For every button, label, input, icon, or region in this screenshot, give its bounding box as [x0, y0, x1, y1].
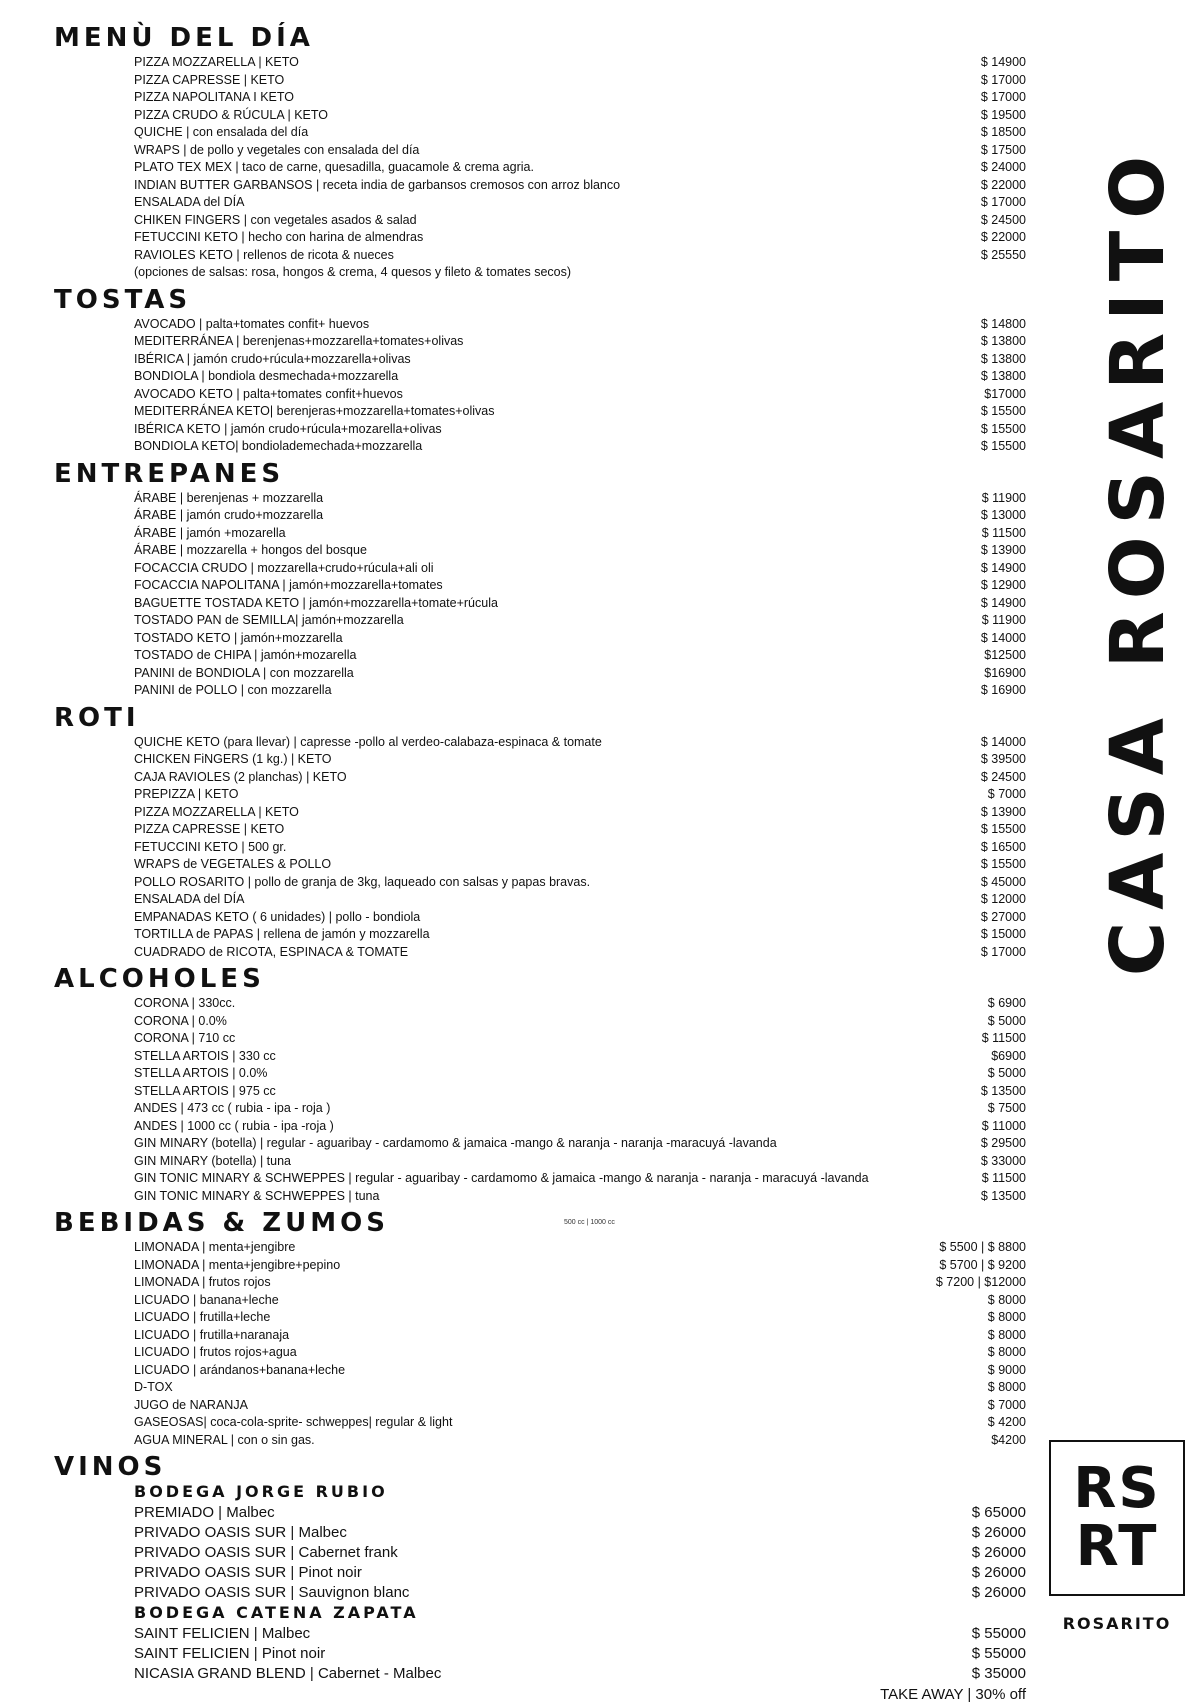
- menu-item-name: AGUA MINERAL | con o sin gas.: [134, 1432, 315, 1447]
- menu-item-name: PANINI de BONDIOLA | con mozzarella: [134, 665, 354, 680]
- menu-item-price: $ 5000: [987, 1066, 1026, 1080]
- menu-item-price: $ 6900: [987, 996, 1026, 1010]
- menu-item: [134, 909, 1026, 926]
- menu-item: [134, 874, 1026, 891]
- menu-item-price: $ 14000: [980, 630, 1026, 645]
- menu-item: [134, 1644, 1026, 1664]
- menu-item-name: ANDES | 1000 cc ( rubia - ipa -roja ): [134, 1118, 334, 1133]
- menu-item-price: $ 9000: [987, 1362, 1026, 1377]
- menu-item: [134, 368, 1026, 385]
- menu-item: [134, 682, 1026, 699]
- menu-item-price: $ 26000: [971, 1584, 1026, 1601]
- menu-item-name: FETUCCINI KETO | 500 gr.: [134, 839, 287, 854]
- menu-item-price: $ 22000: [980, 177, 1026, 192]
- section-title: TOSTAS: [54, 284, 192, 315]
- menu-item-name: PIZZA MOZZARELLA | KETO: [134, 55, 299, 69]
- menu-item-price: $ 11000: [981, 1118, 1026, 1133]
- menu-item-name: ANDES | 473 cc ( rubia - ipa - roja ): [134, 1101, 331, 1115]
- menu-item-name: TOSTADO PAN de SEMILLA| jamón+mozzarella: [134, 613, 404, 627]
- size-header: 500 cc | 1000 cc: [564, 1219, 615, 1226]
- menu-item-name: QUICHE KETO (para llevar) | capresse -pollo al verdeo-calabaza-espinaca & tomate: [134, 734, 602, 749]
- menu-item: [134, 212, 1026, 229]
- menu-item-price: $ 33000: [980, 1153, 1026, 1168]
- menu-item: [134, 229, 1026, 246]
- menu-item: [134, 1030, 1026, 1047]
- logo: [1049, 1440, 1185, 1596]
- menu-item-price: $ 8000: [987, 1292, 1026, 1307]
- menu-item-name: LICUADO | banana+leche: [134, 1292, 279, 1307]
- menu-item-price: $ 11500: [981, 525, 1026, 540]
- menu-item-name: POLLO ROSARITO | pollo de granja de 3kg, laqueado con salsas y papas bravas.: [134, 874, 591, 889]
- menu-item-name: WRAPS | de pollo y vegetales con ensalada del día: [134, 142, 420, 157]
- menu-item: [134, 351, 1026, 368]
- menu-item: [134, 926, 1026, 943]
- menu-item-price: $ 55000: [971, 1625, 1026, 1642]
- bodega-title: BODEGA JORGE RUBIO: [134, 1482, 388, 1501]
- menu-item: [134, 333, 1026, 350]
- menu-item: [134, 54, 1026, 71]
- menu-item-name: CAJA RAVIOLES (2 planchas) | KETO: [134, 769, 347, 784]
- menu-item-name: PRIVADO OASIS SUR | Malbec: [134, 1524, 347, 1541]
- menu-item-name: NICASIA GRAND BLEND | Cabernet - Malbec: [134, 1665, 442, 1682]
- menu-item: [134, 1344, 1026, 1361]
- menu-item-name: ENSALADA del DÍA: [134, 892, 245, 906]
- section-title: BEBIDAS & ZUMOS: [54, 1208, 389, 1238]
- menu-item: [134, 769, 1026, 786]
- section-title: ROTI: [54, 702, 140, 733]
- menu-item-name: CORONA | 0.0%: [134, 1013, 227, 1028]
- menu-item-price: $ 11900: [981, 490, 1026, 505]
- menu-item-price: $ 45000: [980, 874, 1026, 889]
- menu-item: [134, 421, 1026, 438]
- menu-item: [134, 891, 1026, 908]
- menu-item-name: PIZZA MOZZARELLA | KETO: [134, 804, 299, 819]
- section-title: ENTREPANES: [54, 458, 285, 489]
- section-note: (opciones de salsas: rosa, hongos & crema, 4 quesos y fileto & tomates secos): [134, 265, 572, 279]
- menu-item-price: $ 35000: [971, 1665, 1026, 1682]
- menu-item: [134, 159, 1026, 176]
- menu-item-price: $ 22000: [980, 230, 1026, 244]
- menu-item-name: LIMONADA | frutos rojos: [134, 1275, 271, 1289]
- menu-item-price: $ 13500: [980, 1083, 1026, 1098]
- menu-item: [134, 316, 1026, 333]
- menu-item-name: GIN TONIC MINARY & SCHWEPPES | regular - aguaribay - cardamomo & jamaica -mango & naranja - naranja - maracuyá -lavanda: [134, 1171, 869, 1185]
- menu-item-name: PANINI de POLLO | con mozzarella: [134, 683, 332, 697]
- menu-item: [134, 403, 1026, 420]
- menu-item-name: ÁRABE | jamón crudo+mozzarella: [134, 508, 324, 522]
- menu-item: [134, 595, 1026, 612]
- menu-item-name: BAGUETTE TOSTADA KETO | jamón+mozzarella+tomate+rúcula: [134, 595, 498, 610]
- menu-item-name: STELLA ARTOIS | 330 cc: [134, 1048, 276, 1063]
- menu-item: [134, 1292, 1026, 1309]
- menu-item: [134, 177, 1026, 194]
- menu-item: [134, 1188, 1026, 1205]
- menu-item-name: QUICHE | con ensalada del día: [134, 125, 309, 139]
- menu-item-price: $ 13900: [980, 543, 1026, 557]
- menu-item-price: $ 8000: [987, 1327, 1026, 1342]
- menu-item-price: $ 19500: [980, 107, 1026, 122]
- menu-item: [134, 995, 1026, 1012]
- menu-item: [134, 1523, 1026, 1543]
- menu-item: [134, 839, 1026, 856]
- section-title: ALCOHOLES: [54, 964, 265, 994]
- menu-item-name: IBÉRICA KETO | jamón crudo+rúcula+mozarella+olivas: [134, 421, 442, 436]
- menu-item-price: $ 15500: [980, 404, 1026, 418]
- menu-item: [134, 247, 1026, 264]
- menu-item: [134, 1065, 1026, 1082]
- menu-item-name: PIZZA NAPOLITANA I KETO: [134, 90, 294, 104]
- menu-item-price: $ 7000: [987, 787, 1026, 801]
- menu-item: [134, 542, 1026, 559]
- menu-item-price: $ 5500 | $ 8800: [939, 1240, 1026, 1254]
- menu-item: [134, 1397, 1026, 1414]
- menu-item-price: $ 13500: [980, 1188, 1026, 1203]
- menu-item: [134, 665, 1026, 682]
- menu-item: [134, 438, 1026, 455]
- menu-item-name: CORONA | 330cc.: [134, 996, 236, 1010]
- menu-item: [134, 194, 1026, 211]
- menu-item-price: $ 13800: [980, 351, 1026, 366]
- menu-item-price: $ 13800: [980, 369, 1026, 383]
- menu-item-name: PREPIZZA | KETO: [134, 787, 239, 801]
- menu-item: [134, 1100, 1026, 1117]
- menu-item-price: $ 17000: [980, 195, 1026, 209]
- menu-item-price: $ 5700 | $ 9200: [939, 1257, 1026, 1272]
- menu-item: [134, 1257, 1026, 1274]
- menu-item-price: $ 14900: [980, 560, 1026, 575]
- menu-item-price: $ 16500: [980, 839, 1026, 854]
- menu-item-name: STELLA ARTOIS | 0.0%: [134, 1066, 268, 1080]
- menu-item-name: SAINT FELICIEN | Malbec: [134, 1625, 311, 1642]
- menu-item: [134, 751, 1026, 768]
- menu-item-price: $ 7500: [987, 1101, 1026, 1115]
- menu-item-name: LIMONADA | menta+jengibre: [134, 1240, 296, 1254]
- menu-item: [134, 560, 1026, 577]
- menu-item: [134, 821, 1026, 838]
- menu-item: [134, 1432, 1026, 1449]
- menu-item-price: $ 29500: [980, 1136, 1026, 1150]
- menu-item-price: $ 18500: [980, 125, 1026, 139]
- menu-item-name: JUGO de NARANJA: [134, 1397, 248, 1412]
- menu-item-price: $ 12000: [980, 892, 1026, 906]
- menu-item-name: WRAPS de VEGETALES & POLLO: [134, 857, 332, 871]
- menu-item: [134, 142, 1026, 159]
- menu-item-price: $ 11500: [981, 1031, 1026, 1045]
- menu-item: [134, 1379, 1026, 1396]
- menu-item-price: $ 15500: [980, 439, 1026, 453]
- menu-item-price: $ 14800: [980, 316, 1026, 331]
- menu-item-name: FETUCCINI KETO | hecho con harina de almendras: [134, 230, 424, 244]
- menu-item-name: PRIVADO OASIS SUR | Sauvignon blanc: [134, 1584, 410, 1601]
- menu-item-price: $ 7200 | $12000: [935, 1275, 1026, 1289]
- menu-item-name: LICUADO | frutos rojos+agua: [134, 1345, 297, 1359]
- bodega-title: BODEGA CATENA ZAPATA: [134, 1603, 419, 1622]
- menu-item-name: PIZZA CRUDO & RÚCULA | KETO: [134, 107, 329, 122]
- menu-item-name: MEDITERRÁNEA | berenjenas+mozzarella+tomates+olivas: [134, 334, 464, 348]
- menu-item-price: $ 17000: [980, 72, 1026, 87]
- menu-item-name: INDIAN BUTTER GARBANSOS | receta india de garbansos cremosos con arroz blanco: [134, 177, 621, 192]
- menu-item-name: FOCACCIA CRUDO | mozzarella+crudo+rúcula+ali oli: [134, 560, 434, 575]
- menu-item-price: $ 7000: [987, 1397, 1026, 1412]
- menu-item-price: $ 24000: [980, 160, 1026, 174]
- menu-item-name: FOCACCIA NAPOLITANA | jamón+mozzarella+tomates: [134, 578, 443, 592]
- menu-item: [134, 786, 1026, 803]
- menu-item: [134, 577, 1026, 594]
- menu-item-name: GASEOSAS| coca-cola-sprite- schweppes| regular & light: [134, 1415, 453, 1429]
- menu-item-price: $ 25550: [980, 247, 1026, 262]
- menu-item-price: $ 13000: [980, 508, 1026, 522]
- menu-item-price: $ 15500: [980, 421, 1026, 436]
- menu-item-name: LICUADO | frutilla+naranaja: [134, 1327, 290, 1342]
- menu-item-name: ÁRABE | jamón +mozarella: [134, 525, 286, 540]
- menu-item-price: $ 14900: [980, 55, 1026, 69]
- menu-item-name: IBÉRICA | jamón crudo+rúcula+mozzarella+olivas: [134, 351, 411, 366]
- menu-item-name: CUADRADO de RICOTA, ESPINACA & TOMATE: [134, 944, 409, 959]
- menu-item: [134, 1583, 1026, 1603]
- menu-item-name: MEDITERRÁNEA KETO| berenjeras+mozzarella+tomates+olivas: [134, 404, 495, 418]
- menu-item-price: $ 11900: [981, 613, 1026, 627]
- menu-item-name: TOSTADO de CHIPA | jamón+mozarella: [134, 648, 357, 662]
- menu-item-name: CORONA | 710 cc: [134, 1031, 236, 1045]
- menu-item-price: $ 26000: [971, 1544, 1026, 1561]
- menu-item-name: ENSALADA del DÍA: [134, 195, 245, 209]
- menu-item-name: PIZZA CAPRESSE | KETO: [134, 72, 285, 87]
- menu-item-name: ÁRABE | mozzarella + hongos del bosque: [134, 543, 367, 557]
- logo-line-1: RS: [1073, 1456, 1161, 1521]
- menu-item-name: LICUADO | frutilla+leche: [134, 1310, 271, 1324]
- menu-item: [134, 630, 1026, 647]
- menu-item-name: D-TOX: [134, 1380, 173, 1394]
- menu-item-price: $ 11500: [981, 1171, 1026, 1185]
- menu-item-name: ÁRABE | berenjenas + mozzarella: [134, 490, 324, 505]
- menu-item-name: RAVIOLES KETO | rellenos de ricota & nueces: [134, 247, 394, 262]
- menu-item: [134, 1274, 1026, 1291]
- menu-item: [134, 1135, 1026, 1152]
- menu-item-name: CHICKEN FiNGERS (1 kg.) | KETO: [134, 752, 332, 766]
- menu-item-price: $ 39500: [980, 752, 1026, 766]
- menu-item: [134, 1624, 1026, 1644]
- logo-caption: ROSARITO: [1062, 1614, 1172, 1633]
- menu-item: [134, 1543, 1026, 1563]
- menu-item-name: GIN TONIC MINARY & SCHWEPPES | tuna: [134, 1188, 380, 1203]
- menu-item-price: $17000: [984, 386, 1026, 401]
- menu-item: [134, 525, 1026, 542]
- menu-item: [134, 1503, 1026, 1523]
- menu-item-price: $ 24500: [980, 769, 1026, 784]
- menu-item-price: $ 17000: [980, 944, 1026, 959]
- menu-item-name: SAINT FELICIEN | Pinot noir: [134, 1645, 326, 1662]
- menu-item: [134, 1118, 1026, 1135]
- menu-item-name: PIZZA CAPRESSE | KETO: [134, 822, 285, 836]
- menu-item-name: BONDIOLA | bondiola desmechada+mozzarella: [134, 369, 399, 383]
- menu-item-name: AVOCADO | palta+tomates confit+ huevos: [134, 316, 370, 331]
- menu-item: [134, 1170, 1026, 1187]
- menu-item-name: PREMIADO | Malbec: [134, 1504, 275, 1521]
- menu-item: [134, 124, 1026, 141]
- menu-item-name: PLATO TEX MEX | taco de carne, quesadilla, guacamole & crema agria.: [134, 160, 534, 174]
- menu-item-name: LIMONADA | menta+jengibre+pepino: [134, 1257, 341, 1272]
- menu-item-price: $4200: [991, 1432, 1026, 1447]
- menu-item-name: TOSTADO KETO | jamón+mozzarella: [134, 630, 343, 645]
- menu-item: [134, 856, 1026, 873]
- menu-item: [134, 1309, 1026, 1326]
- menu-item-price: $ 8000: [987, 1310, 1026, 1324]
- menu-item-price: $ 55000: [971, 1645, 1026, 1662]
- menu-item: [134, 1153, 1026, 1170]
- menu-item: [134, 1327, 1026, 1344]
- menu-item: [134, 1083, 1026, 1100]
- menu-item-name: AVOCADO KETO | palta+tomates confit+huevos: [134, 386, 403, 401]
- menu-item: [134, 647, 1026, 664]
- menu-item-name: EMPANADAS KETO ( 6 unidades) | pollo - bondiola: [134, 909, 421, 924]
- menu-item-name: GIN MINARY (botella) | tuna: [134, 1153, 292, 1168]
- menu-item-price: $ 65000: [971, 1504, 1026, 1521]
- menu-item: [134, 804, 1026, 821]
- menu-item: [134, 1048, 1026, 1065]
- menu-item: [134, 944, 1026, 961]
- menu-item: [134, 1013, 1026, 1030]
- menu-item-price: $16900: [984, 665, 1026, 680]
- menu-item-price: $ 27000: [980, 909, 1026, 924]
- brand-vertical-title: CASA ROSARITO: [1095, 143, 1181, 977]
- menu-item-price: $ 15500: [980, 822, 1026, 836]
- menu-item: [134, 612, 1026, 629]
- section-title: MENÙ DEL DÍA: [54, 23, 314, 53]
- menu-item-price: $6900: [991, 1048, 1026, 1063]
- menu-item-price: $ 5000: [987, 1013, 1026, 1028]
- menu-item-name: GIN MINARY (botella) | regular - aguaribay - cardamomo & jamaica -mango & naranja - naranja -maracuyá -lavanda: [134, 1136, 777, 1150]
- menu-item-price: $ 4200: [987, 1415, 1026, 1429]
- menu-item: [134, 490, 1026, 507]
- menu-item-price: $12500: [984, 648, 1026, 662]
- menu-item-name: BONDIOLA KETO| bondiolademechada+mozzarella: [134, 439, 423, 453]
- menu-item-name: PRIVADO OASIS SUR | Pinot noir: [134, 1564, 362, 1581]
- menu-item-price: $ 13900: [980, 804, 1026, 819]
- logo-line-2: RT: [1075, 1514, 1159, 1579]
- menu-item-price: $ 8000: [987, 1380, 1026, 1394]
- menu-item: [134, 1239, 1026, 1256]
- menu-item: [134, 89, 1026, 106]
- menu-item-price: $ 15000: [980, 927, 1026, 941]
- menu-item-price: $ 13800: [980, 334, 1026, 348]
- menu-item-price: $ 26000: [971, 1524, 1026, 1541]
- menu-item: [134, 386, 1026, 403]
- menu-item-price: $ 26000: [971, 1564, 1026, 1581]
- menu-item-price: $ 12900: [980, 578, 1026, 592]
- section-title: VINOS: [54, 1452, 167, 1482]
- menu-item: [134, 1664, 1026, 1684]
- menu-item: [134, 72, 1026, 89]
- menu-item-price: $ 24500: [980, 212, 1026, 227]
- menu-item-name: STELLA ARTOIS | 975 cc: [134, 1083, 276, 1098]
- menu-item: [134, 1362, 1026, 1379]
- menu-item-price: $ 16900: [980, 683, 1026, 697]
- menu-item-price: $ 17000: [980, 90, 1026, 104]
- menu-item-price: $ 17500: [980, 142, 1026, 157]
- menu-item: [134, 734, 1026, 751]
- menu-item: [134, 107, 1026, 124]
- menu-item: [134, 1563, 1026, 1583]
- menu-item-name: PRIVADO OASIS SUR | Cabernet frank: [134, 1544, 398, 1561]
- menu-item-price: $ 14000: [980, 734, 1026, 749]
- menu-item-name: TORTILLA de PAPAS | rellena de jamón y mozzarella: [134, 927, 430, 941]
- menu-item-name: CHIKEN FINGERS | con vegetales asados & salad: [134, 212, 417, 227]
- menu-item: [134, 507, 1026, 524]
- menu-item-price: $ 15500: [980, 857, 1026, 871]
- menu-item-price: $ 14900: [980, 595, 1026, 610]
- menu-item-name: LICUADO | arándanos+banana+leche: [134, 1362, 346, 1377]
- menu-item: [134, 1414, 1026, 1431]
- menu-item-price: $ 8000: [987, 1345, 1026, 1359]
- take-away-note: TAKE AWAY | 30% off: [880, 1686, 1026, 1703]
